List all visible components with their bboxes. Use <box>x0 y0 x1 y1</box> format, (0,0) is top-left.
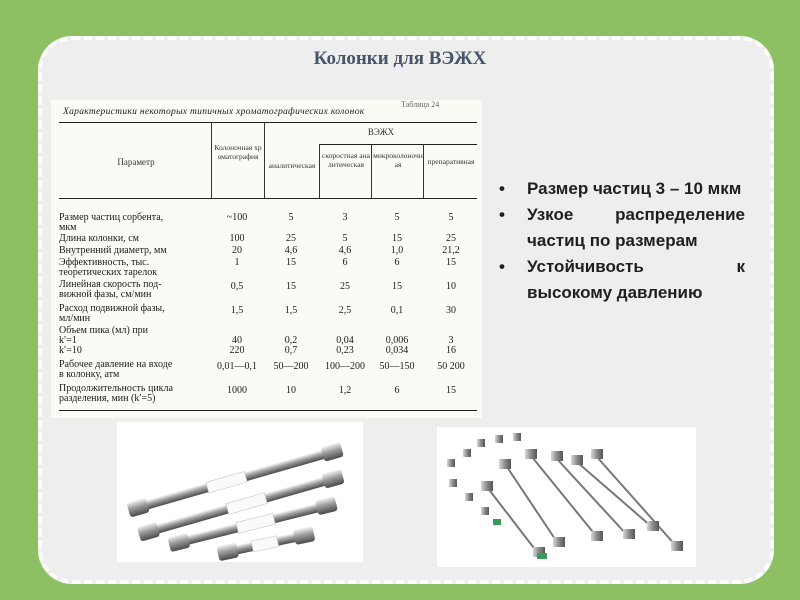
table-vline <box>423 144 424 198</box>
row-param: Размер частиц сорбента, мкм <box>59 212 164 233</box>
table-number: Таблица 24 <box>401 100 440 109</box>
table-vline <box>264 122 265 198</box>
row-value: 50 200 <box>437 361 465 372</box>
row-value: ~100 <box>226 212 248 223</box>
fittings <box>447 433 683 557</box>
row-value: 0,04 0,23 <box>336 335 354 356</box>
row-value: 20 <box>232 245 242 256</box>
table-vline <box>371 144 372 198</box>
header-classic: Колоночная хроматография <box>214 143 262 161</box>
row-value: 25 <box>340 281 350 292</box>
header-subcol: микроколоночная <box>373 151 423 169</box>
row-value: 4,6 <box>284 245 298 256</box>
table-rule-group <box>319 144 477 145</box>
row-value: 6 <box>342 257 348 268</box>
table-rule-top <box>59 122 477 123</box>
row-value: 21,2 <box>442 245 460 256</box>
row-value: 0,01—0,1 <box>217 361 257 372</box>
row-value: 15 <box>286 257 296 268</box>
table-rule-bottom <box>59 410 477 411</box>
bullet-mark: • <box>499 257 505 276</box>
header-subcol: аналитическая <box>268 161 316 170</box>
row-param: Внутренний диаметр, мм <box>59 245 167 256</box>
row-value: 100 <box>229 233 245 244</box>
row-value: 1000 <box>227 385 247 396</box>
row-value: 0,1 <box>390 305 404 316</box>
row-value: 1 <box>234 257 240 268</box>
row-value: 15 <box>286 281 296 292</box>
row-value: 15 <box>446 257 456 268</box>
hplc-columns-fittings-photo <box>437 427 696 567</box>
hplc-columns-photo <box>117 422 363 562</box>
row-value: 10 <box>446 281 456 292</box>
row-value: 4,6 <box>338 245 352 256</box>
row-value: 25 <box>286 233 296 244</box>
bullet-item <box>497 176 745 202</box>
row-value: 5 <box>288 212 294 223</box>
row-value: 5 <box>448 212 454 223</box>
row-value: 40 220 <box>229 335 245 356</box>
row-value: 0,2 0,7 <box>284 335 298 356</box>
row-value: 15 <box>446 385 456 396</box>
bullet-list <box>497 176 745 306</box>
row-value: 1,5 <box>284 305 298 316</box>
bullet-item <box>497 202 745 254</box>
row-param: Эффективность, тыс. теоретических тарелок <box>59 257 158 278</box>
bullet-text: Размер частиц 3 – 10 мкм <box>527 179 742 198</box>
slide-title: Колонки для ВЭЖХ <box>313 48 487 69</box>
row-value: 1,5 <box>230 305 244 316</box>
row-value: 10 <box>286 385 296 396</box>
row-value: 15 <box>392 281 402 292</box>
row-param: Длина колонки, см <box>59 233 139 244</box>
table-rule-header <box>59 198 477 199</box>
row-value: 25 <box>446 233 456 244</box>
row-value: 50—200 <box>273 361 309 372</box>
row-value: 1,2 <box>338 385 352 396</box>
row-value: 6 <box>394 257 400 268</box>
row-param: Продолжительность цикла разделения, мин (k′=5) <box>59 383 173 404</box>
row-value: 0,006 0,034 <box>385 335 409 356</box>
columns-table-scan <box>51 100 482 418</box>
bullet-item <box>497 254 745 306</box>
row-value: 100—200 <box>325 361 365 372</box>
bullet-mark: • <box>499 179 505 198</box>
row-value: 3 <box>342 212 348 223</box>
row-value: 5 <box>342 233 348 244</box>
row-value: 6 <box>394 385 400 396</box>
green-end-caps <box>493 519 547 559</box>
bullet-text: Устойчивость к высокому давлению <box>527 257 745 302</box>
row-param: Расход подвижной фазы, мл/мин <box>59 303 165 324</box>
row-value: 1,0 <box>390 245 404 256</box>
table-caption: Характеристики некоторых типичных хроматографических колонок <box>63 107 365 117</box>
row-value: 0,5 <box>230 281 244 292</box>
table-vline <box>319 144 320 198</box>
row-value: 3 16 <box>446 335 456 356</box>
column-rods <box>487 457 677 552</box>
row-value: 5 <box>394 212 400 223</box>
header-subcol: препаративная <box>427 157 475 166</box>
header-group: ВЭЖХ <box>367 127 395 137</box>
header-subcol: скоростная аналитическая <box>322 151 370 169</box>
bullet-mark: • <box>499 205 505 224</box>
row-value: 50—150 <box>379 361 415 372</box>
row-param: Объем пика (мл) при k′=1 k′=10 <box>59 325 149 356</box>
row-value: 15 <box>392 233 402 244</box>
table-vline <box>211 122 212 198</box>
row-param: Линейная скорость под- вижной фазы, см/мин <box>59 279 162 300</box>
row-value: 2,5 <box>338 305 352 316</box>
bullet-text: Узкое распределение частиц по размерам <box>527 205 745 250</box>
row-param: Рабочее давление на входе в колонку, атм <box>59 359 173 380</box>
header-param: Параметр <box>117 157 155 167</box>
row-value: 30 <box>446 305 456 316</box>
